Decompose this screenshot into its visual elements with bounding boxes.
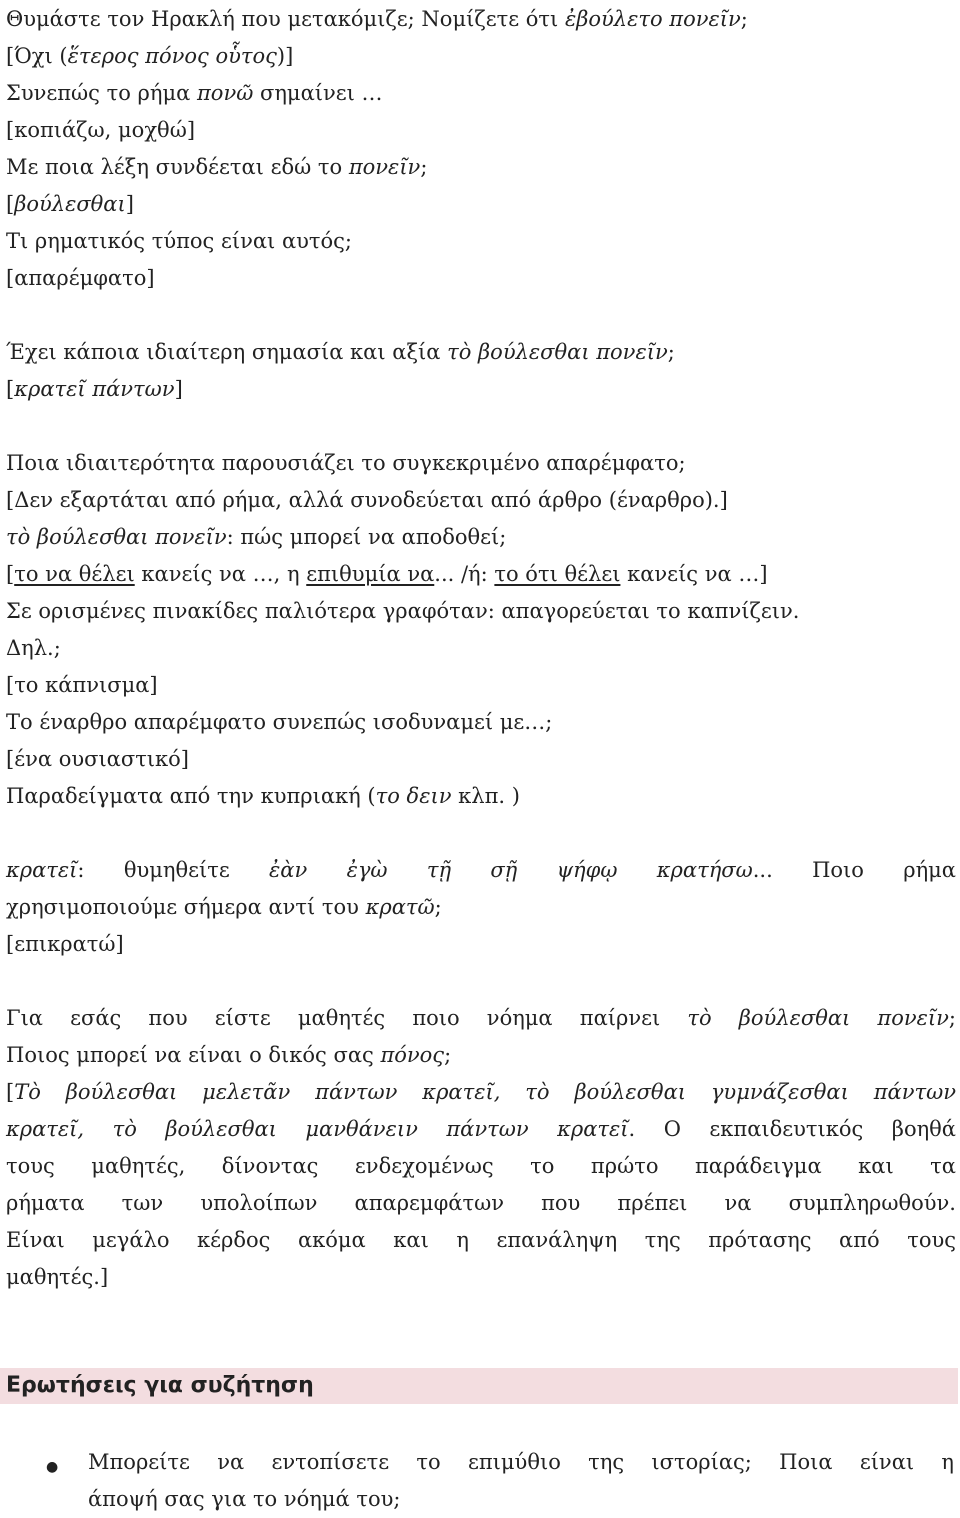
text-line: Για εσάς που είστε μαθητές ποιο νόημα παίρνει τὸ βούλεσθαι πονεῖν; <box>6 1006 956 1030</box>
answer-line: [Τὸ βούλεσθαι μελετᾶν πάντων κρατεῖ, τὸ βούλεσθαι γυμνάζεσθαι πάντων <box>6 1080 956 1104</box>
text-line: Με ποια λέξη συνδέεται εδώ το πονεῖν; <box>6 155 428 179</box>
text-line: Ποια ιδιαιτερότητα παρουσιάζει το συγκεκριμένο απαρέμφατο; <box>6 451 686 475</box>
answer-line: Είναι μεγάλο κέρδος ακόμα και η επανάληψη της πρότασης από τους <box>6 1228 956 1252</box>
answer-line: μαθητές.] <box>6 1265 109 1289</box>
text-line: Τι ρηματικός τύπος είναι αυτός; <box>6 229 353 253</box>
answer-line: [απαρέμφατο] <box>6 266 155 290</box>
answer-line: [επικρατώ] <box>6 932 124 956</box>
text-line: Σε ορισμένες πινακίδες παλιότερα γραφόταν: απαγορεύεται το καπνίζειν. <box>6 599 800 623</box>
answer-line: τους μαθητές, δίνοντας ενδεχομένως το πρώτο παράδειγμα και τα <box>6 1154 956 1178</box>
bullet-item-line: Μπορείτε να εντοπίσετε το επιμύθιο της ιστορίας; Ποια είναι η <box>88 1450 954 1474</box>
bullet-item-line: άποψή σας για το νόημά του; <box>88 1487 401 1511</box>
section-heading: Ερωτήσεις για συζήτηση <box>6 1373 314 1398</box>
text-line: χρησιμοποιούμε σήμερα αντί του κρατῶ; <box>6 895 442 919</box>
answer-line: [Δεν εξαρτάται από ρήμα, αλλά συνοδεύεται από άρθρο (έναρθρο).] <box>6 488 728 512</box>
text-line: Συνεπώς το ρήμα πονῶ σημαίνει … <box>6 81 383 105</box>
text-line: Το έναρθρο απαρέμφατο συνεπώς ισοδυναμεί με…; <box>6 710 553 734</box>
text-line: Δηλ.; <box>6 636 61 660</box>
text-line: Παραδείγματα από την κυπριακή (το δειν κλπ. ) <box>6 784 520 808</box>
answer-line: κρατεῖ, τὸ βούλεσθαι μανθάνειν πάντων κρατεῖ. Ο εκπαιδευτικός βοηθά <box>6 1117 956 1141</box>
answer-line: [κρατεῖ πάντων] <box>6 377 183 401</box>
text-line: Έχει κάποια ιδιαίτερη σημασία και αξία τὸ βούλεσθαι πονεῖν; <box>6 340 675 364</box>
answer-line: [το να θέλει κανείς να …, η επιθυμία να... /ή: το ότι θέλει κανείς να …] <box>6 562 768 586</box>
answer-line: [βούλεσθαι] <box>6 192 134 216</box>
text-line: τὸ βούλεσθαι πονεῖν: πώς μπορεί να αποδοθεί; <box>6 525 507 549</box>
text-line: Ποιος μπορεί να είναι ο δικός σας πόνος; <box>6 1043 452 1067</box>
answer-line: [το κάπνισμα] <box>6 673 158 697</box>
bullet-icon: ● <box>46 1459 59 1475</box>
answer-line: ρήματα των υπολοίπων απαρεμφάτων που πρέπει να συμπληρωθούν. <box>6 1191 956 1215</box>
answer-line: [ένα ουσιαστικό] <box>6 747 190 771</box>
text-line: [Όχι (ἕτερος πόνος οὗτος)] <box>6 44 294 68</box>
text-line: Θυμάστε τον Ηρακλή που μετακόμιζε; Νομίζετε ότι ἐβούλετο πονεῖν; <box>6 7 748 31</box>
text-line: κρατεῖ: θυμηθείτε ἐὰν ἐγὼ τῇ σῇ ψήφῳ κρατήσω... Ποιο ρήμα <box>6 858 956 882</box>
answer-line: [κοπιάζω, μοχθώ] <box>6 118 196 142</box>
